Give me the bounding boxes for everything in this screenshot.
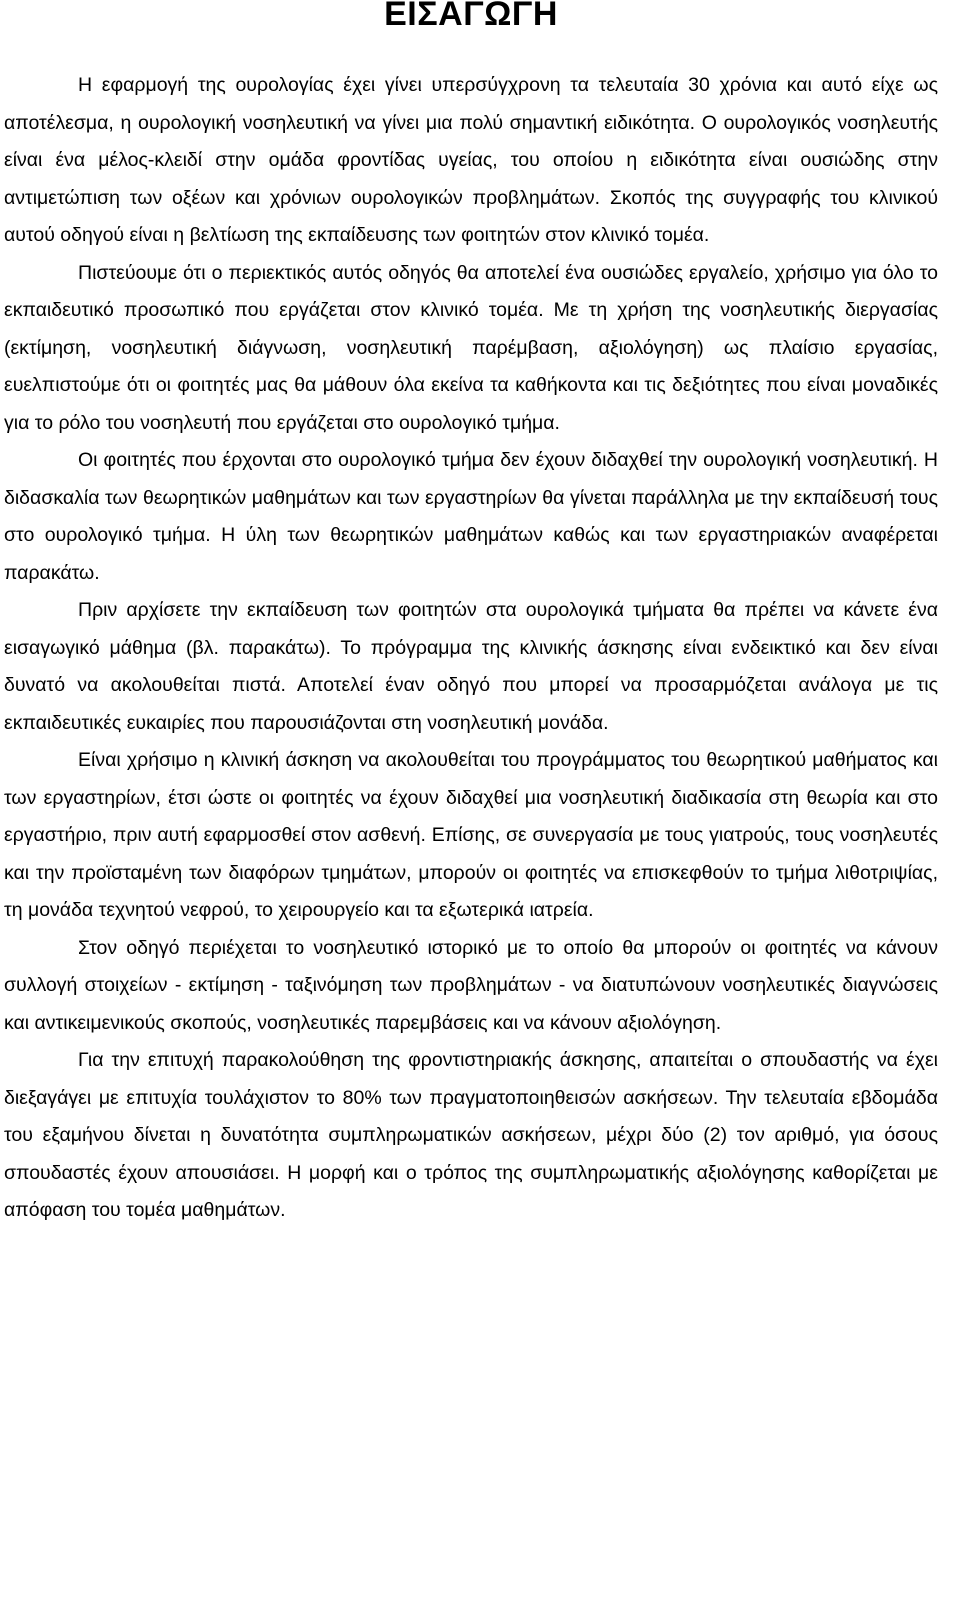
page-title: ΕΙΣΑΓΩΓΗ <box>384 0 558 33</box>
paragraph-2: Πιστεύουμε ότι ο περιεκτικός αυτός οδηγός θα αποτελεί ένα ουσιώδες εργαλείο, χρήσιμο για όλο το εκπαιδευτικό προσωπικό που εργάζεται στον κλινικό τομέα. Με τη χρήση της νοσηλευτικής διεργασίας (εκτίμηση, νοσηλευτική διάγνωση, νοσηλευτική παρέμβαση, αξιολόγηση) ως πλαίσιο εργασίας, ευελπιστούμε ότι οι φοιτητές μας θα μάθουν όλα εκείνα τα καθήκοντα και τις δεξιότητες που είναι μοναδικές για το ρόλο του νοσηλευτή που εργάζεται στο ουρολογικό τμήμα. <box>4 261 938 434</box>
paragraph-1: Η εφαρμογή της ουρολογίας έχει γίνει υπερσύγχρονη τα τελευταία 30 χρόνια και αυτό είχε ως αποτέλεσμα, η ουρολογική νοσηλευτική να γίνει μια πολύ σημαντική ειδικότητα. Ο ουρολογικός νοσηλευτής είναι ένα μέλος-κλειδί στην ομάδα φροντίδας υγείας, του οποίου η ειδικότητα είναι ουσιώδης στην αντιμετώπιση των οξέων και χρόνιων ουρολογικών προβλημάτων. Σκοπός της συγγραφής του κλινικού αυτού οδηγού είναι η βελτίωση της εκπαίδευσης των φοιτητών στον κλινικό τομέα. <box>4 74 938 246</box>
paragraph-5: Είναι χρήσιμο η κλινική άσκηση να ακολουθείται του προγράμματος του θεωρητικού μαθήματος και των εργαστηρίων, έτσι ώστε οι φοιτητές να έχουν διδαχθεί μια νοσηλευτική διαδικασία στη θεωρία και στο εργαστήριο, πριν αυτή εφαρμοσθεί στον ασθενή. Επίσης, σε συνεργασία με τους γιατρούς, τους νοσηλευτές και την προϊσταμένη των διαφόρων τμημάτων, μπορούν οι φοιτητές να επισκεφθούν το τμήμα λιθοτριψίας, τη μονάδα τεχνητού νεφρού, το χειρουργείο και τα εξωτερικά ιατρεία. <box>4 749 938 921</box>
document-body <box>4 67 938 1230</box>
paragraph-7: Για την επιτυχή παρακολούθηση της φροντιστηριακής άσκησης, απαιτείται ο σπουδαστής να έχει διεξαγάγει με επιτυχία τουλάχιστον το 80% των πραγματοποιηθεισών ασκήσεων. Την τελευταία εβδομάδα του εξαμήνου δίνεται η δυνατότητα συμπληρωματικών ασκήσεων, μέχρι δύο (2) τον αριθμό, για όσους σπουδαστές έχουν απουσιάσει. Η μορφή και ο τρόπος της συμπληρωματικής αξιολόγησης καθορίζεται με απόφαση του τομέα μαθημάτων. <box>4 1049 938 1221</box>
paragraph-4: Πριν αρχίσετε την εκπαίδευση των φοιτητών στα ουρολογικά τμήματα θα πρέπει να κάνετε ένα εισαγωγικό μάθημα (βλ. παρακάτω). Το πρόγραμμα της κλινικής άσκησης είναι ενδεικτικό και δεν είναι δυνατό να ακολουθείται πιστά. Αποτελεί έναν οδηγό που μπορεί να προσαρμόζεται ανάλογα με τις εκπαιδευτικές ευκαιρίες που παρουσιάζονται στη νοσηλευτική μονάδα. <box>4 599 938 734</box>
paragraph-6: Στον οδηγό περιέχεται το νοσηλευτικό ιστορικό με το οποίο θα μπορούν οι φοιτητές να κάνουν συλλογή στοιχείων - εκτίμηση - ταξινόμηση των προβλημάτων - να διατυπώνουν νοσηλευτικές διαγνώσεις και αντικειμενικούς σκοπούς, νοσηλευτικές παρεμβάσεις και να κάνουν αξιολόγηση. <box>4 936 938 1034</box>
paragraph-3: Οι φοιτητές που έρχονται στο ουρολογικό τμήμα δεν έχουν διδαχθεί την ουρολογική νοσηλευτική. Η διδασκαλία των θεωρητικών μαθημάτων και των εργαστηρίων θα γίνεται παράλληλα με την εκπαίδευσή τους στο ουρολογικό τμήμα. Η ύλη των θεωρητικών μαθημάτων καθώς και των εργαστηριακών αναφέρεται παρακάτω. <box>4 449 938 584</box>
